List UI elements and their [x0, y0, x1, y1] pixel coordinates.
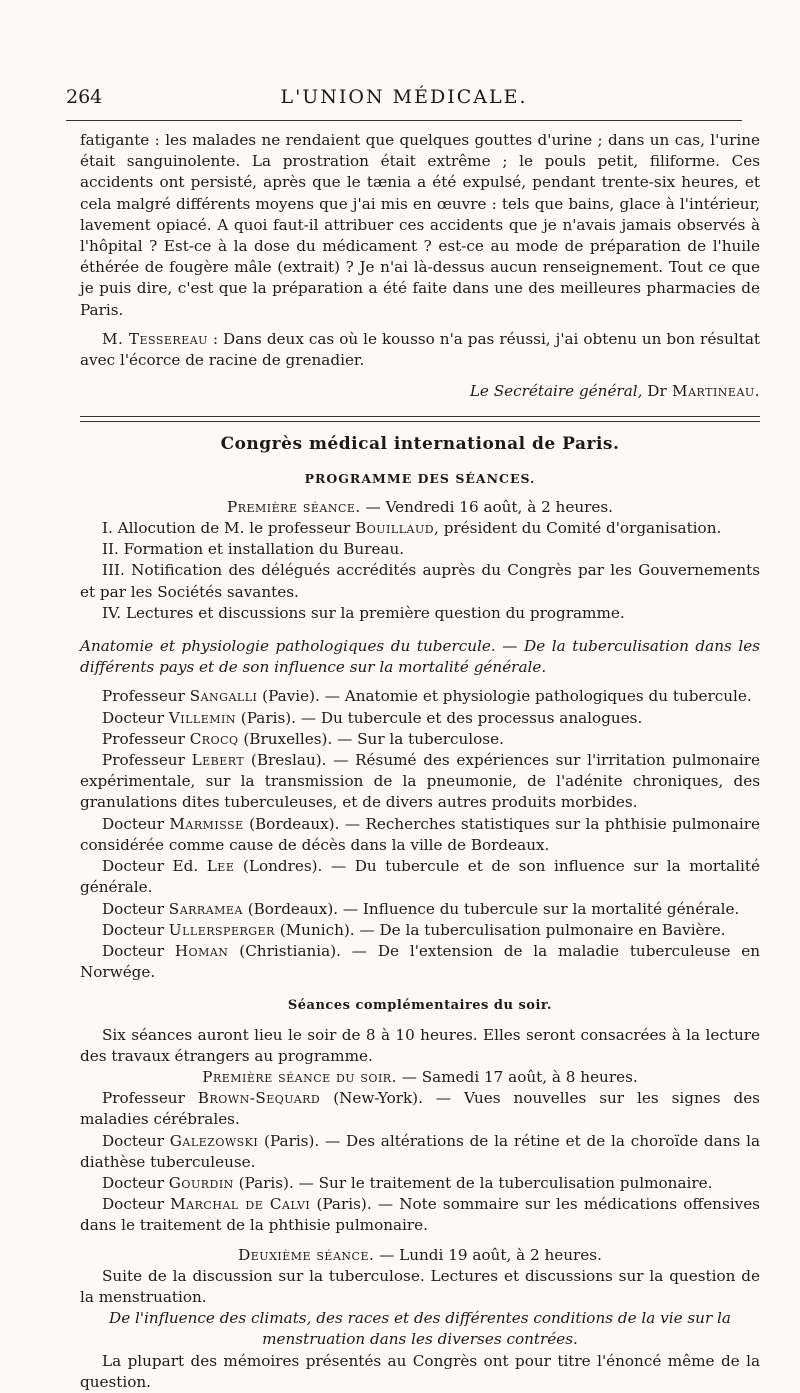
signature-name: Martineau. — [666, 382, 760, 401]
programme-heading: PROGRAMME DES SÉANCES. — [304, 470, 536, 486]
speaker-name: Lebert — [191, 751, 245, 770]
agenda-list — [80, 518, 760, 624]
speaker-name: Crocq — [189, 729, 239, 748]
final-paragraph: La plupart des mémoires présentés au Congrès ont pour titre l'énoncé même de la question. — [80, 1351, 760, 1391]
speaker-name: Galezowski — [169, 1131, 259, 1150]
tessereau-text: : Dans deux cas où le kousso n'a pas réussi, j'ai obtenu un bon résultat avec l'écorce de racine de grenadier. — [80, 329, 760, 370]
speaker-title: Docteur — [102, 1131, 170, 1150]
speaker-title: Docteur — [102, 920, 169, 939]
speaker-entry — [80, 729, 760, 750]
speaker-entry — [80, 856, 760, 898]
seance-soir-label: Première séance du soir. — [202, 1067, 397, 1086]
speaker-topic: (Paris). — Sur le traitement de la tuberculisation pulmonaire. — [233, 1173, 713, 1192]
soir-heading: Séances complémentaires du soir. — [287, 998, 553, 1014]
speaker-name: Marchal de Calvi — [170, 1195, 311, 1214]
seance-soir-heading — [80, 1067, 760, 1088]
agenda-num: IV. — [102, 603, 126, 622]
speaker-title: Docteur Ed. — [102, 857, 207, 876]
congres-title: Congrès médical international de Paris. — [220, 434, 620, 455]
speaker-topic: (Christiania). — De l'extension de la maladie tuberculeuse en Norwége. — [80, 941, 760, 982]
speaker-topic: (Breslau). — Résumé des expériences sur l'irritation pulmonaire expérimentale, sur la transmission de la pneumonie, de l'adénite chroniques, des granulations dites tuberculeuses, et de divers autres produits morbides. — [80, 751, 760, 812]
suite-paragraph: Suite de la discussion sur la tuberculose. Lectures et discussions sur la question de la menstruation. — [80, 1266, 760, 1306]
speaker-entry — [80, 1088, 760, 1130]
speaker-title: Docteur — [102, 1173, 169, 1192]
speaker-entry — [80, 1131, 760, 1173]
tessereau-name: M. Tessereau — [102, 329, 208, 348]
speaker-topic: (Paris). — Note sommaire sur les médications offensives dans le traitement de la phthisie pulmonaire. — [80, 1195, 760, 1235]
speaker-topic: (Bruxelles). — Sur la tuberculose. — [238, 729, 504, 748]
agenda-item — [80, 539, 760, 560]
running-title: L'UNION MÉDICALE. — [280, 86, 528, 108]
question2-heading: De l'influence des climats, des races et des différentes conditions de la vie sur la menstruation dans les diverses contrées. — [109, 1309, 731, 1349]
page-body — [80, 130, 760, 1393]
speaker-name: Sangalli — [189, 687, 258, 706]
seance1-label: Première séance. — [227, 497, 361, 516]
speaker-topic: (Pavie). — Anatomie et physiologie pathologiques du tubercule. — [257, 687, 752, 706]
speaker-entry — [80, 708, 760, 729]
speaker-title: Docteur — [102, 941, 175, 960]
speaker-title: Docteur — [102, 708, 169, 727]
speaker-entry — [80, 1194, 760, 1236]
page-header — [66, 86, 742, 116]
speaker-topic: (New-York). — Vues nouvelles sur les signes des maladies cérébrales. — [80, 1089, 760, 1129]
speaker-entry — [80, 920, 760, 941]
signature-title: Dr — [647, 382, 667, 401]
agenda-item — [80, 560, 760, 602]
seance1-date: — Vendredi 16 août, à 2 heures. — [360, 497, 613, 516]
seance2-label: Deuxième séance. — [238, 1245, 375, 1264]
agenda-text: Formation et installation du Bureau. — [123, 540, 405, 559]
section-divider — [80, 416, 760, 422]
question1-heading: Anatomie et physiologie pathologiques du tubercule. — De la tuberculisation dans les différents pays et de son influence sur la mortalité générale. — [80, 637, 760, 677]
speaker-name: Marmisse — [169, 814, 244, 833]
speaker-topic: (Bordeaux). — Influence du tubercule sur la mortalité générale. — [242, 899, 740, 918]
agenda-text-post: , président du Comité d'organisation. — [434, 519, 722, 538]
speaker-title: Docteur — [102, 1195, 171, 1214]
agenda-num: III. — [102, 561, 132, 580]
speakers-list-1 — [80, 686, 760, 983]
speaker-title: Professeur — [102, 751, 192, 770]
tessereau-remark — [80, 329, 760, 371]
speaker-name: Villemin — [168, 708, 236, 727]
speaker-name: Ullersperger — [168, 920, 275, 939]
speaker-title: Docteur — [102, 814, 170, 833]
speaker-entry — [80, 941, 760, 983]
agenda-item — [80, 603, 760, 624]
speaker-name: Gourdin — [168, 1173, 234, 1192]
agenda-item — [80, 518, 760, 539]
agenda-text: Lectures et discussions sur la première question du programme. — [125, 603, 625, 622]
speaker-topic: (Paris). — Du tubercule et des processus analogues. — [235, 708, 643, 727]
seance1-heading — [80, 497, 760, 518]
signature — [80, 381, 760, 402]
speaker-name: Homan — [174, 941, 229, 960]
speaker-entry — [80, 1173, 760, 1194]
speaker-title: Professeur — [102, 729, 190, 748]
intro-paragraph: fatigante : les malades ne rendaient que quelques gouttes d'urine ; dans un cas, l'urine était sanguinolente. La prostration était extrême ; le pouls petit, filiforme. Ces accidents ont persisté, après que le tænia a été expulsé, pendant trente-six heures, et cela malgré différents moyens que j'ai mis en œuvre : tels que bains, glace à l'intérieur, lavement opiacé. A quoi faut-il attribuer ces accidents que je n'avais jamais observés à l'hôpital ? Est-ce à la dose du médicament ? est-ce au mode de préparation de l'huile éthérée de fougère mâle (extrait) ? Je n'ai là-dessus aucun renseignement. Tout ce que je puis dire, c'est que la préparation a été faite dans une des meilleures pharmacies de Paris. — [80, 131, 760, 319]
speaker-title: Professeur — [102, 1089, 198, 1108]
speakers-list-2 — [80, 1088, 760, 1236]
agenda-num: II. — [102, 540, 124, 559]
speaker-title: Docteur — [102, 899, 169, 918]
speaker-entry — [80, 750, 760, 814]
agenda-num: I. — [102, 519, 118, 538]
speaker-title: Professeur — [102, 687, 190, 706]
speaker-topic: (Munich). — De la tuberculisation pulmonaire en Bavière. — [274, 920, 726, 939]
agenda-text: Notification des délégués accrédités auprès du Congrès par les Gouvernements et par les Sociétés savantes. — [80, 561, 760, 601]
speaker-topic: (Londres). — Du tubercule et de son influence sur la mortalité générale. — [80, 857, 760, 897]
speaker-topic: (Paris). — Des altérations de la rétine et de la choroïde dans la diathèse tuberculeuse. — [80, 1131, 760, 1171]
speaker-entry — [80, 686, 760, 707]
header-rule — [66, 120, 742, 121]
seance2-date: — Lundi 19 août, à 2 heures. — [374, 1245, 602, 1264]
page-number: 264 — [66, 86, 103, 108]
speaker-entry — [80, 899, 760, 920]
speaker-name: Lee — [206, 857, 235, 876]
agenda-name: Bouillaud — [355, 519, 435, 538]
speaker-topic: (Bordeaux). — Recherches statistiques sur la phthisie pulmonaire considérée comme cause de décès dans la ville de Bordeaux. — [80, 814, 760, 854]
speaker-name: Brown-Sequard — [197, 1089, 321, 1108]
speaker-entry — [80, 814, 760, 856]
seance2-heading — [80, 1245, 760, 1266]
seance-soir-date: — Samedi 17 août, à 8 heures. — [396, 1067, 638, 1086]
agenda-text: Allocution de M. le professeur — [117, 519, 356, 538]
speaker-name: Sarramea — [168, 899, 243, 918]
soir-paragraph: Six séances auront lieu le soir de 8 à 10 heures. Elles seront consacrées à la lecture des travaux étrangers au programme. — [80, 1025, 760, 1065]
signature-role: Le Secrétaire général, — [469, 382, 648, 401]
